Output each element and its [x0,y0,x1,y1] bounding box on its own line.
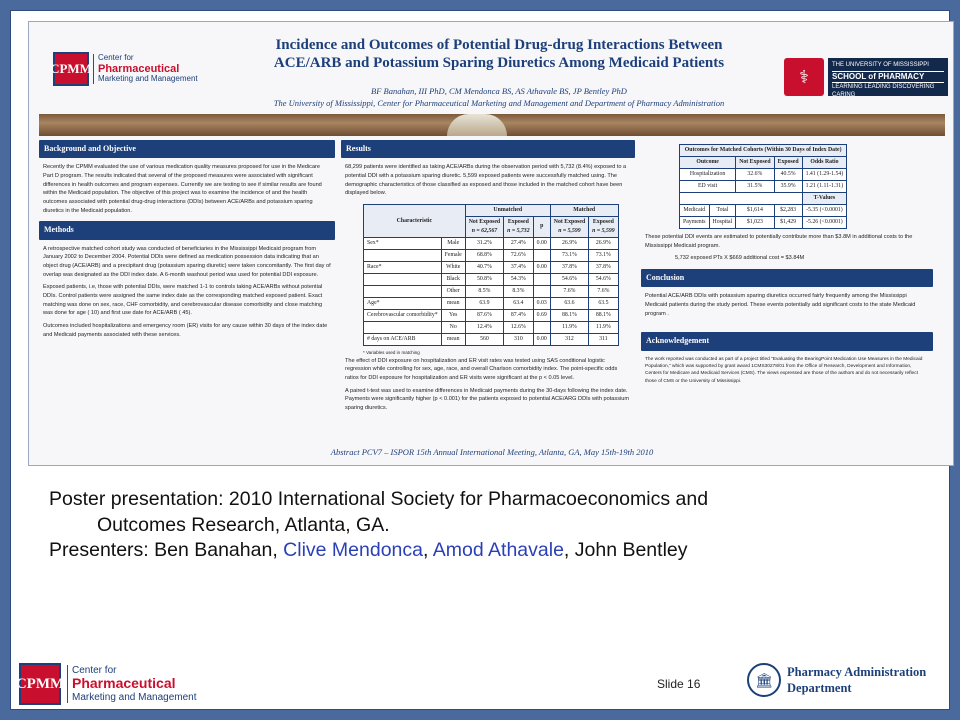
building-seal-icon: 🏛 [747,663,781,697]
presenters-line: Presenters: Ben Banahan, Clive Mendonca, Amod Athavale, John Bentley [49,539,688,562]
demographics-table: Characteristic Unmatched Matched Not Exposed n = 62,567 Exposed n = 5,732 p Not Exposed n = 5,599 Exposed n = 5,599 Sex* Male 31.2% 27.4% 0.00 26.9% 26.9% Female 68.8% 72.6% 73.1% 73.1% Race* White 40.7% 37.4% 0.00 37.8% 37.8% Black 50.8% 54.3% 54.6% 54.6% Other 8.5% 8.3% 7.6% 7.6% Age* mean 63.9 63.4 0.03 63.6 63.5 Cerebrovascular comorbidity* Yes 87.6% 87.4% 0.69 88.1% 88.1% No 12.4% 12.6% 11.9% 11.9% # days on ACE/ARB mean 560 310 0.00 312 311 [363,204,619,346]
poster-presentation-line-2: Outcomes Research, Atlanta, GA. [97,513,390,536]
section-header-background: Background and Objective [39,140,335,158]
table-row: Age* mean 63.9 63.4 0.03 63.6 63.5 [364,297,619,309]
pharmacy-shield-icon: ⚕ [784,58,824,96]
slide [10,10,950,710]
section-header-acknowledgement: Acknowledgement [641,332,933,350]
abstract-citation: Abstract PCV7 – ISPOR 15th Annual International Meeting, Atlanta, GA, May 15th-19th 2010 [330,447,654,457]
poster-image [28,21,954,466]
table-row: Race* White 40.7% 37.4% 0.00 37.8% 37.8% [364,261,619,273]
table-row: Female 68.8% 72.6% 73.1% 73.1% [364,249,619,261]
section-header-conclusion: Conclusion [641,269,933,287]
poster-cpmm-logo: CPMM Center for Pharmaceutical Marketing and Management [53,52,198,86]
outcomes-table: Outcomes for Matched Cohorts (Within 30 Days of Index Date) Outcome Not Exposed Exposed Odds Ratio Hospitalization 32.6% 40.5% 1.41 (1.29-1.54) ED visit 31.5% 35.9% 1.21 (1.11-1.31) T-Values Medicaid Total $1,614 $2,283 -5.35 (<0.0001) Payments Hospital $1,023 $1,429 -5.26 (<0.0001) [679,144,847,229]
footer-department-logo: 🏛 Pharmacy Administration Department [747,663,926,697]
cpmm-mark-icon: CPMM [53,52,89,86]
poster-presentation-line: Poster presentation: 2010 International Society for Pharmacoeconomics and [49,488,709,510]
table-row: # days on ACE/ARB mean 560 310 0.00 312 311 [364,333,619,345]
cpmm-logo-icon: CPMM [19,663,61,705]
section-header-methods: Methods [39,221,335,239]
table-row: Cerebrovascular comorbidity* Yes 87.6% 87.4% 0.69 88.1% 88.1% [364,309,619,321]
table-row: Black 50.8% 54.3% 54.6% 54.6% [364,273,619,285]
poster-column-left: Background and Objective Recently the CPMM evaluated the use of various medication quality measures proposed for use in the Medicare Part D program. The results indicated that several of the proposed measures were associated with significant differences in health outcomes and program expenses. Currently we are testing to see if similar results are found within the Medicaid population. The objective of this project was to examine the incidence of and the health outcomes associated with potential drug-drug interactions (DDIs) between ACE/ARBs and potassium sparing diuretics in the Medicaid population. Methods A retrospective matched cohort study was conducted of beneficiaries in the Mississippi Medicaid program from January 2002 to December 2004. Potential DDIs were defined as medication possession data indicating that an object drug (ACE/ARB) and a precipitant drug (potassium sparing diuretic) were taken concomitantly. The first day of overlap was designated as the DDI index date. A 6-month washout period was used for potential DDI exposure. Exposed patients, i.e, those with potential DDIs, were matched 1-1 to controls taking ACE/ARBs without potential DDIs. Control patients were assigned the same index date as the corresponding matched exposed patient. Exact matching was done on sex, race, CHF comorbidity, and cerebrovascular disease comorbidity and close matching was done for age ( 10) and first use date for ACE/ARB ( 45). Outcomes included hospitalizations and emergency room (ER) visits for any cause within 30 days of the index date and Medicaid payments associated with these services. [39,140,335,345]
footer-cpmm-logo: CPMM Center for Pharmaceutical Marketing and Management [19,663,197,705]
poster-school-logo: ⚕ THE UNIVERSITY OF MISSISSIPPI SCHOOL of PHARMACY LEARNING LEADING DISCOVERING CARING [784,58,948,96]
table-row: Other 8.5% 8.3% 7.6% 7.6% [364,285,619,297]
campus-banner-image [39,114,945,136]
poster-column-middle: Results 68,299 patients were identified as taking ACE/ARBs during the observation period with 5,732 (8.4%) exposed to a potential DDI with a potassium sparing diuretic. 5,599 exposed patients were successfully matched using. The demographic characteristics of those classified as exposed and those included in the matched cohort have been displayed below. Characteristic Unmatched Matched Not Exposed n = 62,567 Exposed n = 5,732 p Not Exposed n = 5,599 Exposed n = 5,599 Sex* Male 31.2% 27.4% 0.00 26.9% 26.9% Female 68.8% 72.6% 73.1% 73.1% Race* White 40.7% 37.4% 0.00 37.8% 37.8% Black 50.8% 54.3% 54.6% 54.6% Other 8.5% 8.3% 7.6% 7.6% Age* mean 63.9 63.4 0.03 63.6 63.5 Cerebrovascular comorbidity* Yes 87.6% 87.4% 0.69 88.1% 88.1% No 12.4% 12.6% 11.9% 11.9% # days on ACE/ARB mean 560 310 0.00 312 311 * Variables used in matching The effect of DDI exposure on hospitalization and ER visit rates was tested using SAS conditional logistic regression while controlling for sex, age, race, and overall Charlson comorbidity index. The point-specific odds ratios for DDI exposure for hospitalization and ER visits were significant at the p < 0.05 level. A paired t-test was used to examine differences in Medicaid payments during the 30-days following the index date. Payments were significantly higher (p < 0.001) for the patients exposed to potential ACE/ARG DDIs with potassium sparing diuretics. [341,140,635,419]
section-header-results: Results [341,140,635,158]
poster-column-right: Outcomes for Matched Cohorts (Within 30 Days of Index Date) Outcome Not Exposed Exposed Odds Ratio Hospitalization 32.6% 40.5% 1.41 (1.29-1.54) ED visit 31.5% 35.9% 1.21 (1.11-1.31) T-Values Medicaid Total $1,614 $2,283 -5.35 (<0.0001) Payments Hospital $1,023 $1,429 -5.26 (<0.0001) These potential DDI events are estimated to potentially contribute more than $3.8M in additional costs to the Mississippi Medicaid program. 5,732 exposed PTs X $669 additional cost = $3.84M Conclusion Potential ACE/ARB DDIs with potassium sparing diuretics occurred fairly frequently among the Mississippi Medicaid patients during the study period. These events potentially add significant costs to the state Medicaid program . Acknowledgement The work reported was conducted as part of a project titled "Evaluating the BearingPoint Medication Use Measures in the Medicaid Population," which was supported by grant award 1CMS30278/01 from the Office of Research, Development and Information, Centers for Medicare and Medicaid Services (CMS). The views expressed are those of the authors and do not necessarily reflect those of CMS or the University of Mississippi. [641,140,933,391]
poster-authors: BF Banahan, III PhD, CM Mendonca BS, AS Athavale BS, JP Bentley PhD The University of Mississippi, Center for Pharmaceutical Marketing and Management and Department of Pharmacy Administration [273,86,725,108]
slide-body-text [49,487,929,564]
slide-number: Slide 16 [657,677,701,691]
presenter-link-mendonca[interactable]: Clive Mendonca [283,539,423,562]
poster-title: Incidence and Outcomes of Potential Drug-drug Interactions Between ACE/ARB and Potassium Sparing Diuretics Among Medicaid Patients [273,37,725,71]
table-row: No 12.4% 12.6% 11.9% 11.9% [364,321,619,333]
table-row: Sex* Male 31.2% 27.4% 0.00 26.9% 26.9% [364,237,619,249]
presenter-link-athavale[interactable]: Amod Athavale [432,539,564,562]
